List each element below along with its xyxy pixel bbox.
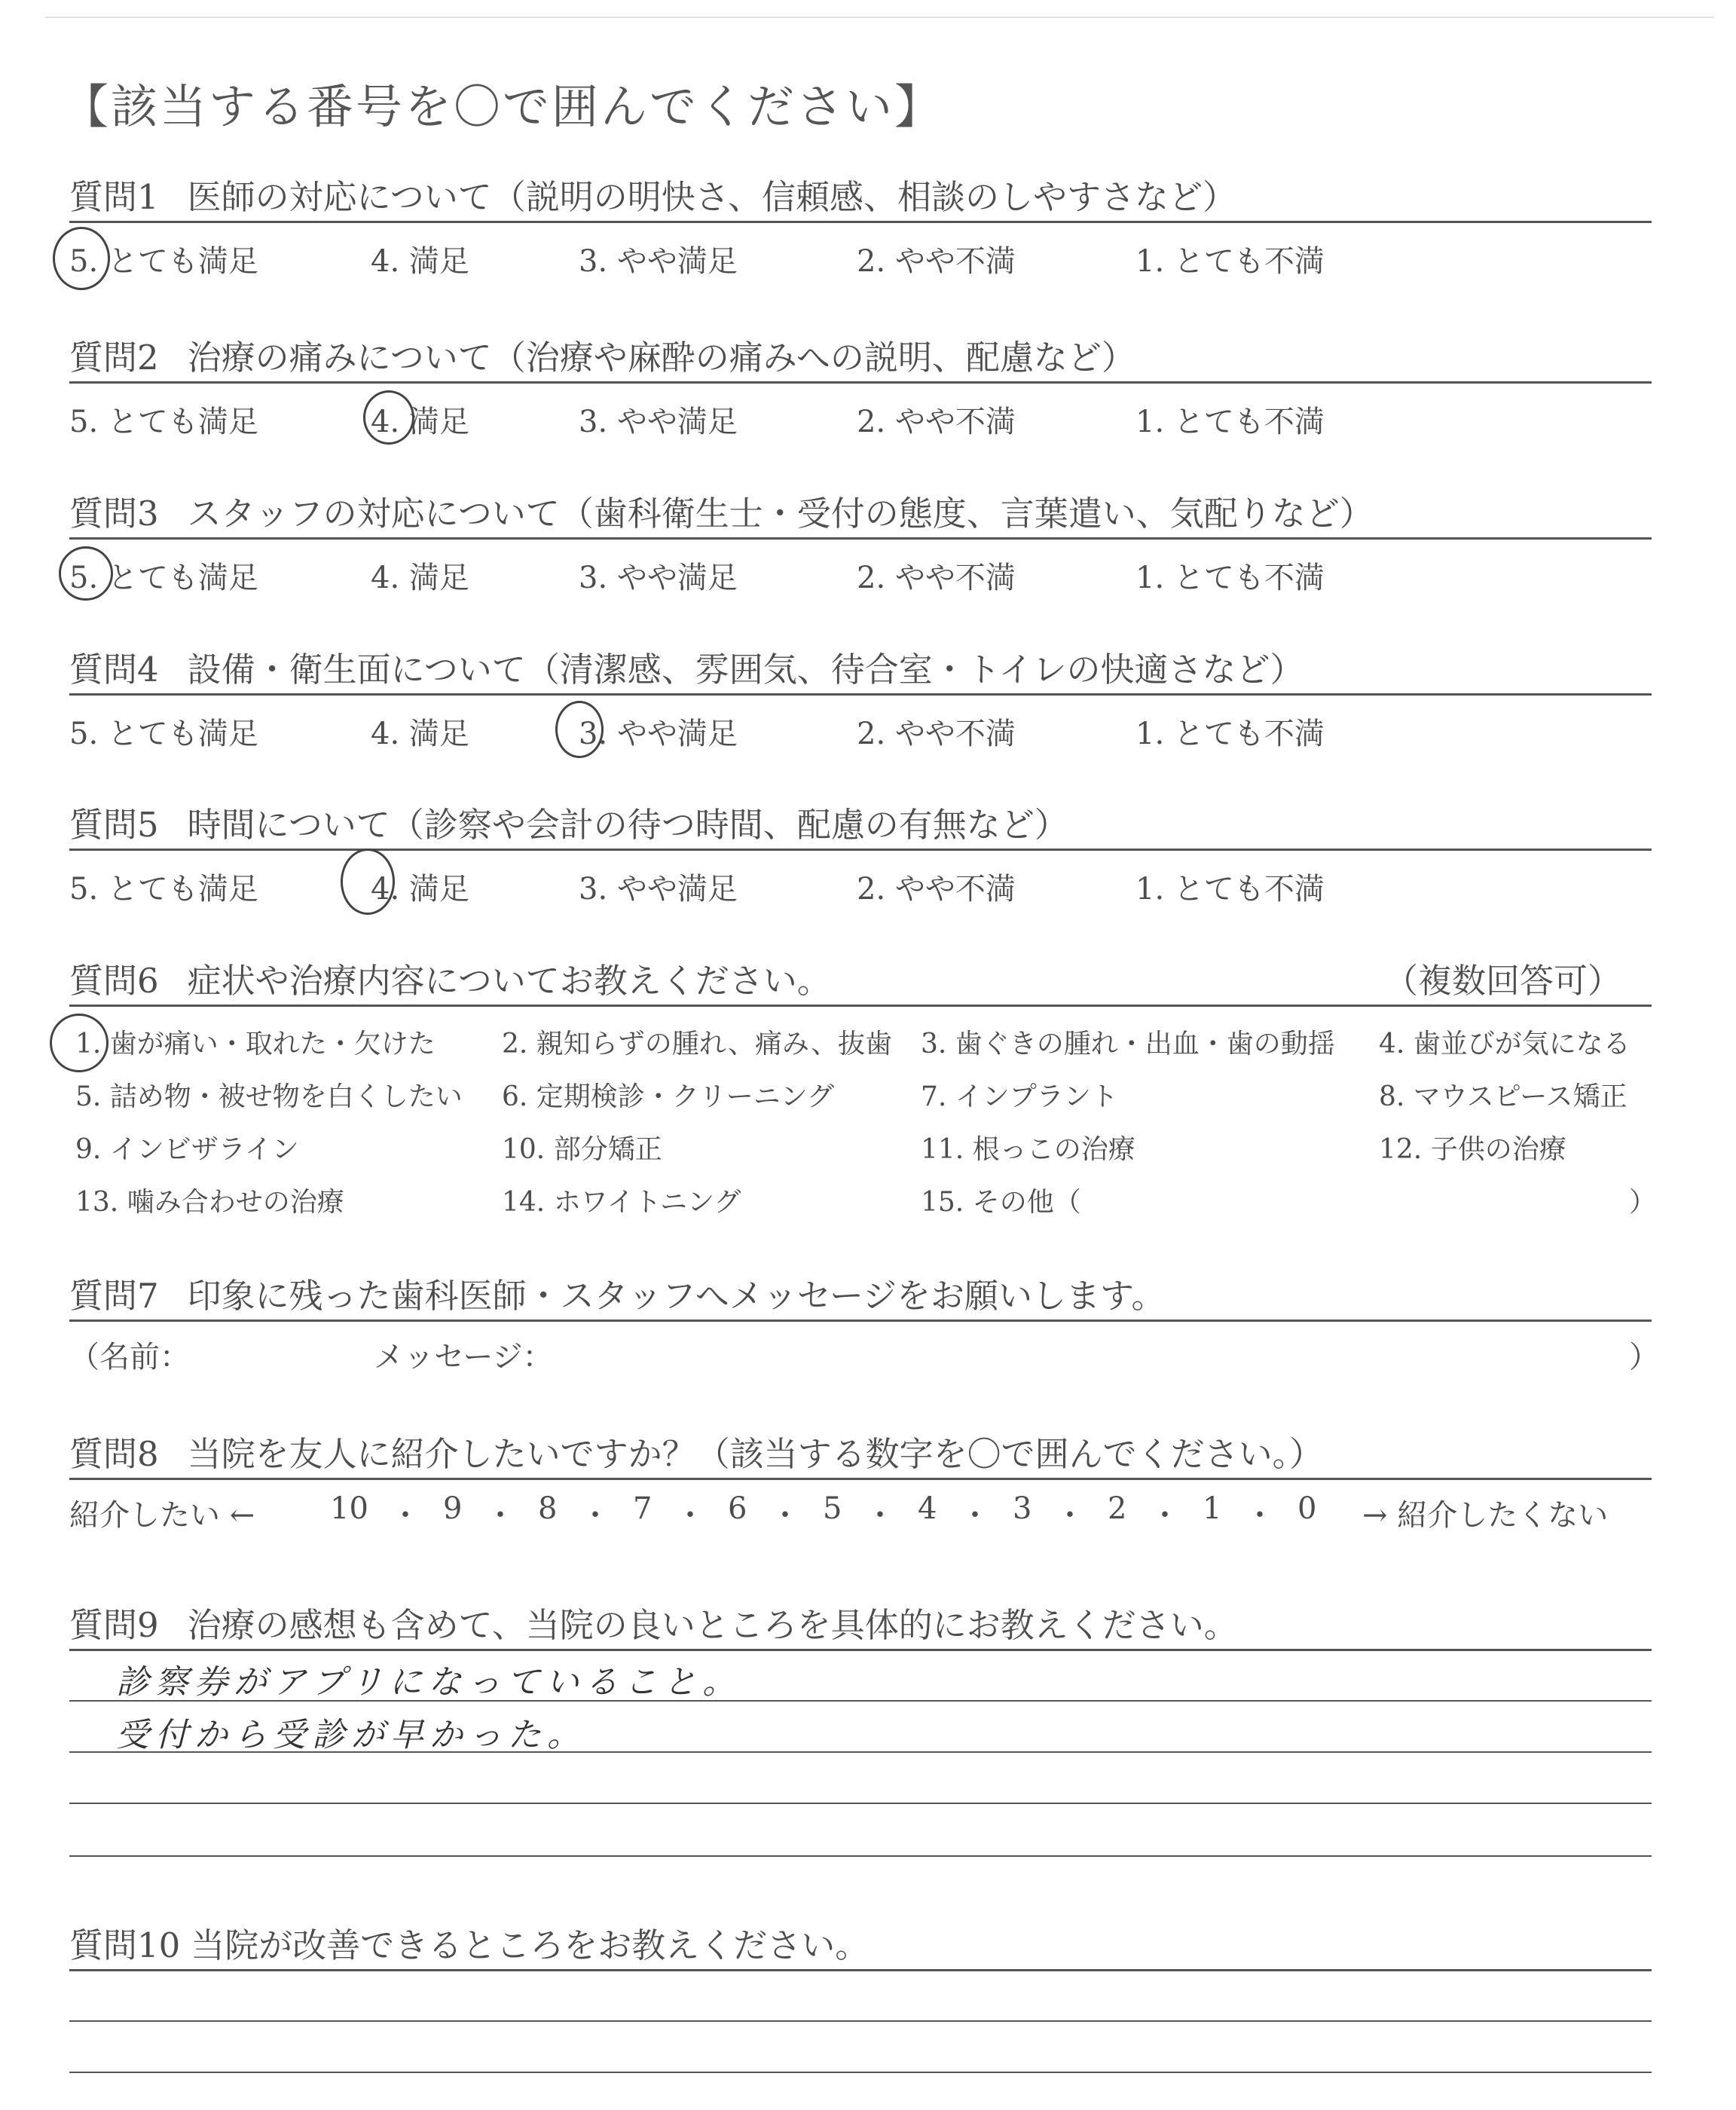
- scale-value-0[interactable]: 0: [1297, 1491, 1317, 1526]
- question-text: 治療の感想も含めて、当院の良いところを具体的にお教えください。: [187, 1605, 1238, 1645]
- question-number: 質問1: [69, 177, 159, 217]
- selection-circle: [53, 227, 110, 290]
- treatment-option-12[interactable]: 12. 子供の治療: [1379, 1134, 1566, 1165]
- question-rule: [69, 849, 1652, 851]
- question-title: [69, 1268, 1165, 1317]
- scale-dot: ・: [485, 1498, 515, 1533]
- treatment-option-1[interactable]: 1. 歯が痛い・取れた・欠けた: [75, 1029, 436, 1060]
- question-number: 質問8: [69, 1434, 159, 1474]
- scale-value-5[interactable]: 5: [823, 1491, 842, 1526]
- scale-value-7[interactable]: 7: [633, 1491, 653, 1526]
- scale-dot: ・: [770, 1498, 800, 1533]
- multiple-answers-note: （複数回答可）: [1384, 961, 1622, 1001]
- question-number: 質問10: [69, 1925, 181, 1965]
- treatment-option-3[interactable]: 3. 歯ぐきの腫れ・出血・歯の動揺: [921, 1029, 1335, 1060]
- scale-dot: ・: [580, 1498, 610, 1533]
- question-rule: [69, 1478, 1652, 1480]
- question-text: 症状や治療内容についてお教えください。: [187, 961, 831, 1001]
- answer-line: [69, 1855, 1652, 1857]
- treatment-option-4[interactable]: 4. 歯並びが気になる: [1379, 1029, 1631, 1060]
- rating-option-1[interactable]: 1. とても不満: [1135, 244, 1325, 279]
- treatment-option-14[interactable]: 14. ホワイトニング: [502, 1187, 741, 1218]
- question-number: 質問4: [69, 650, 159, 690]
- question-text: 印象に残った歯科医師・スタッフへメッセージをお願いします。: [187, 1276, 1166, 1316]
- scale-value-9[interactable]: 9: [443, 1491, 463, 1526]
- rating-option-1[interactable]: 1. とても不満: [1135, 717, 1325, 751]
- rating-option-5[interactable]: 5. とても満足: [69, 405, 258, 439]
- selection-circle: [59, 546, 113, 601]
- question-text: 医師の対応について（説明の明快さ、信頼感、相談のしやすさなど）: [187, 177, 1236, 217]
- rating-option-4[interactable]: 4. 満足: [371, 405, 469, 439]
- question-title: [69, 330, 1135, 379]
- question-text: 治療の痛みについて（治療や麻酔の痛みへの説明、配慮など）: [187, 338, 1135, 378]
- rating-option-5[interactable]: 5. とても満足: [69, 872, 258, 907]
- rating-option-3[interactable]: 3. やや満足: [579, 717, 738, 751]
- top-edge-line: [45, 17, 1714, 18]
- question-rule: [69, 381, 1652, 384]
- scale-value-8[interactable]: 8: [538, 1491, 558, 1526]
- answer-line: [69, 2072, 1652, 2073]
- scale-dot: ・: [865, 1498, 895, 1533]
- question-title: [69, 797, 1068, 846]
- recommend-left-label: 紹介したい ←: [69, 1498, 255, 1533]
- treatment-option-7[interactable]: 7. インプラント: [921, 1081, 1118, 1112]
- treatment-option-5[interactable]: 5. 詰め物・被せ物を白くしたい: [75, 1081, 463, 1112]
- question-rule: [69, 1649, 1652, 1651]
- scale-dot: ・: [1150, 1498, 1180, 1533]
- question-rule: [69, 221, 1652, 223]
- treatment-option-13[interactable]: 13. 噛み合わせの治療: [75, 1187, 344, 1218]
- rating-option-3[interactable]: 3. やや満足: [579, 561, 738, 595]
- message-close-paren: ）: [1629, 1340, 1659, 1375]
- scale-value-6[interactable]: 6: [728, 1491, 747, 1526]
- rating-option-1[interactable]: 1. とても不満: [1135, 561, 1325, 595]
- rating-option-2[interactable]: 2. やや不満: [857, 872, 1016, 907]
- rating-option-4[interactable]: 4. 満足: [371, 561, 469, 595]
- rating-option-3[interactable]: 3. やや満足: [579, 244, 738, 279]
- treatment-option-6[interactable]: 6. 定期検診・クリーニング: [502, 1081, 835, 1112]
- selection-circle: [50, 1014, 108, 1072]
- question-number: 質問9: [69, 1605, 159, 1645]
- rating-option-4[interactable]: 4. 満足: [371, 872, 469, 907]
- scale-value-4[interactable]: 4: [918, 1491, 937, 1526]
- question-number: 質問6: [69, 961, 159, 1001]
- question-text: 時間について（診察や会計の待つ時間、配慮の有無など）: [187, 805, 1068, 845]
- question-rule: [69, 537, 1652, 540]
- treatment-option-8[interactable]: 8. マウスピース矯正: [1379, 1081, 1628, 1112]
- rating-option-2[interactable]: 2. やや不満: [857, 717, 1016, 751]
- rating-option-4[interactable]: 4. 満足: [371, 717, 469, 751]
- rating-option-2[interactable]: 2. やや不満: [857, 561, 1016, 595]
- rating-option-1[interactable]: 1. とても不満: [1135, 872, 1325, 907]
- question-number: 質問2: [69, 338, 159, 378]
- scale-dot: ・: [960, 1498, 990, 1533]
- rating-option-5[interactable]: 5. とても満足: [69, 717, 258, 751]
- question-title: [69, 1427, 1323, 1475]
- question-number: 質問5: [69, 805, 159, 845]
- handwritten-answer-line-2: 受付から受診が早かった。: [116, 1716, 586, 1754]
- scale-dot: ・: [1055, 1498, 1085, 1533]
- selection-circle: [341, 849, 395, 915]
- question-title: [69, 1918, 869, 1967]
- question-number: 質問3: [69, 494, 159, 534]
- question-text: 設備・衛生面について（清潔感、雰囲気、待合室・トイレの快適さなど）: [187, 650, 1304, 690]
- question-number: 質問7: [69, 1276, 159, 1316]
- scale-value-10[interactable]: 10: [330, 1491, 368, 1526]
- question-text: スタッフの対応について（歯科衛生士・受付の態度、言葉遣い、気配りなど）: [187, 494, 1374, 534]
- treatment-option-2[interactable]: 2. 親知らずの腫れ、痛み、抜歯: [502, 1029, 893, 1060]
- question-title: [69, 1598, 1238, 1647]
- treatment-option-11[interactable]: 11. 根っこの治療: [921, 1134, 1135, 1165]
- handwritten-answer-line-1: 診察券がアプリになっていること。: [116, 1663, 742, 1702]
- page-heading: 【該当する番号を〇で囲んでください】: [62, 79, 944, 134]
- message-label: メッセージ：: [374, 1340, 553, 1375]
- other-close-paren: ）: [1629, 1187, 1657, 1218]
- rating-option-5[interactable]: 5. とても満足: [69, 561, 258, 595]
- rating-option-2[interactable]: 2. やや不満: [857, 244, 1016, 279]
- scale-dot: ・: [390, 1498, 420, 1533]
- answer-line: [69, 1803, 1652, 1804]
- question-rule: [69, 1320, 1652, 1322]
- question-rule: [69, 693, 1652, 696]
- rating-option-4[interactable]: 4. 満足: [371, 244, 469, 279]
- scale-value-1[interactable]: 1: [1203, 1491, 1222, 1526]
- question-title: [69, 953, 831, 1002]
- scale-value-2[interactable]: 2: [1108, 1491, 1127, 1526]
- scale-dot: ・: [675, 1498, 705, 1533]
- treatment-option-15[interactable]: 15. その他（: [921, 1187, 1081, 1218]
- rating-option-3[interactable]: 3. やや満足: [579, 405, 738, 439]
- rating-option-5[interactable]: 5. とても満足: [69, 244, 258, 279]
- rating-option-1[interactable]: 1. とても不満: [1135, 405, 1325, 439]
- recommend-right-label: → 紹介したくない: [1362, 1498, 1609, 1533]
- answer-line: [69, 2020, 1652, 2022]
- selection-circle: [555, 701, 604, 758]
- scale-value-3[interactable]: 3: [1013, 1491, 1032, 1526]
- selection-circle: [363, 390, 414, 445]
- question-title: [69, 170, 1236, 219]
- treatment-option-10[interactable]: 10. 部分矯正: [502, 1134, 662, 1165]
- treatment-option-9[interactable]: 9. インビザライン: [75, 1134, 299, 1165]
- question-rule: [69, 1005, 1652, 1007]
- question-text: 当院が改善できるところをお教えください。: [191, 1925, 870, 1965]
- question-title: [69, 642, 1304, 691]
- question-title: [69, 486, 1374, 535]
- question-text: 当院を友人に紹介したいですか？（該当する数字を〇で囲んでください。）: [187, 1434, 1324, 1474]
- name-label: （名前：: [69, 1340, 190, 1375]
- question-rule: [69, 1969, 1652, 1971]
- rating-option-2[interactable]: 2. やや不満: [857, 405, 1016, 439]
- rating-option-3[interactable]: 3. やや満足: [579, 872, 738, 907]
- scale-dot: ・: [1245, 1498, 1275, 1533]
